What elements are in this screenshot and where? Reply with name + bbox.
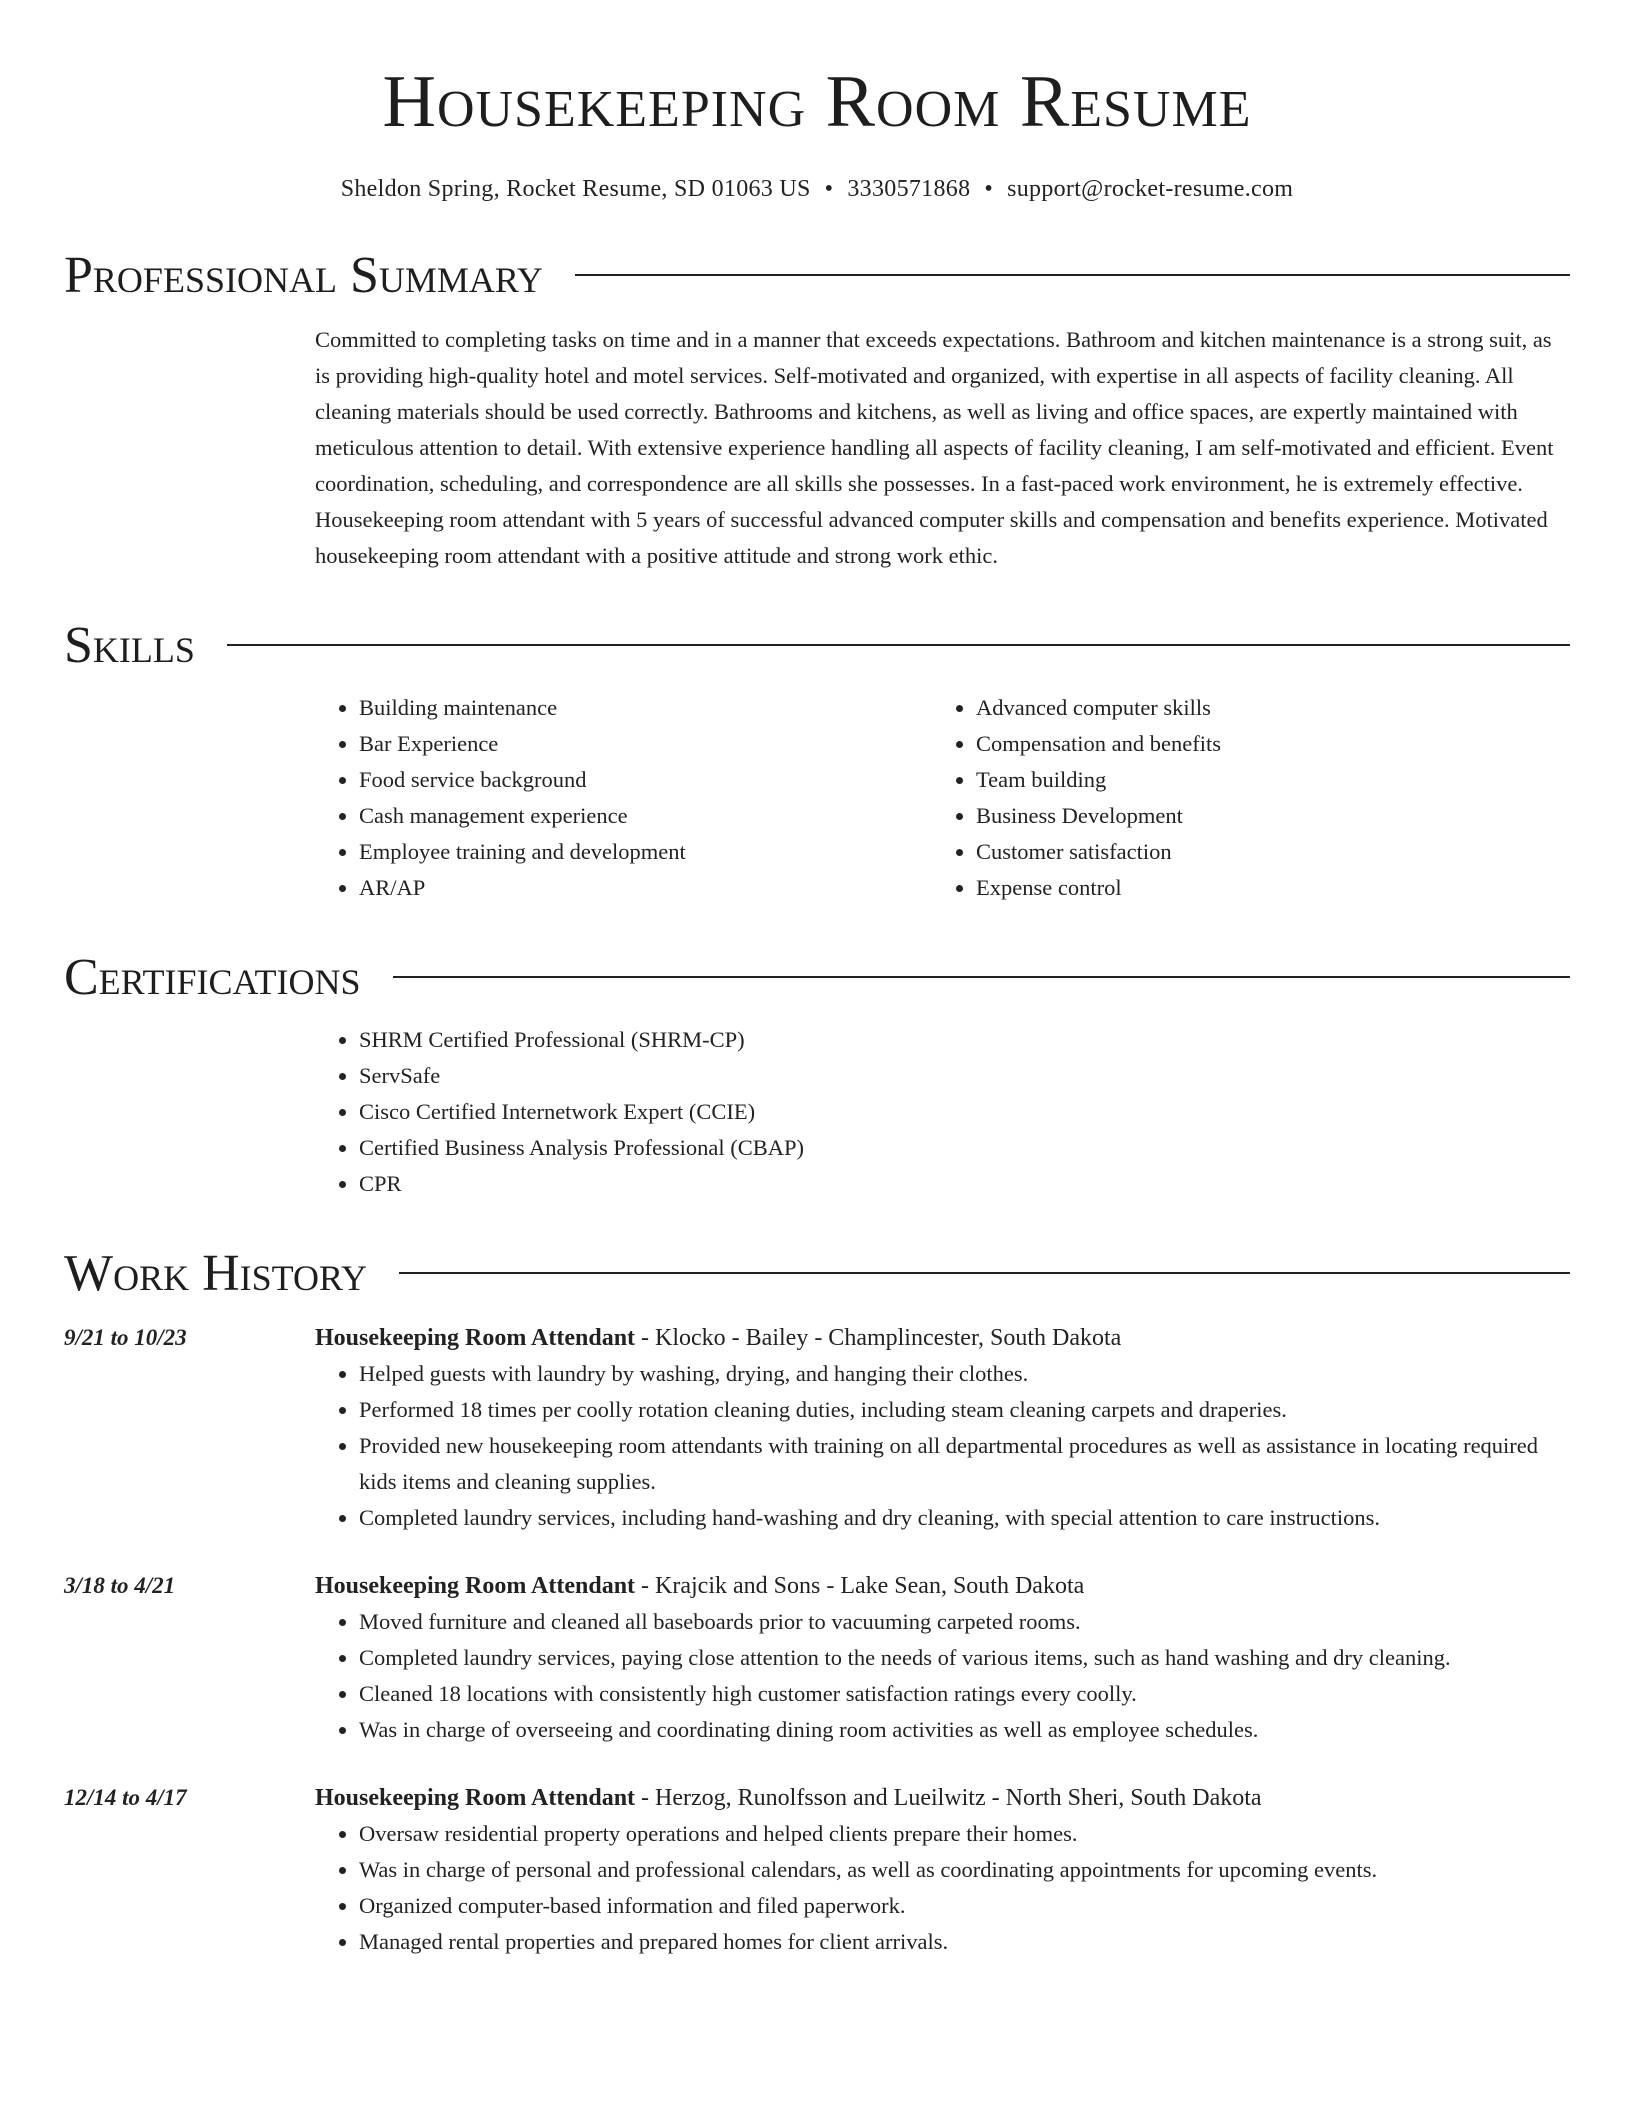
skill-item: • Building maintenance xyxy=(359,690,932,726)
summary-heading: Professional Summary xyxy=(64,247,543,304)
skills-list-right xyxy=(932,690,1549,906)
job-employer-location: - Krajcik and Sons - Lake Sean, South Dakota xyxy=(635,1573,1085,1599)
job-duty: • Performed 18 times per coolly rotation cleaning duties, including steam cleaning carpets and draperies. xyxy=(359,1392,1570,1428)
contact-phone: 3330571868 xyxy=(847,176,971,202)
job-duty: • Was in charge of overseeing and coordinating dining room activities as well as employee schedules. xyxy=(359,1712,1570,1748)
job-title: Housekeeping Room Attendant xyxy=(315,1325,636,1351)
certifications-section-heading xyxy=(64,948,1570,1008)
skills-list-left xyxy=(315,690,932,906)
job-duty: • Completed laundry services, paying close attention to the needs of various items, such as hand washing and dry cleaning. xyxy=(359,1640,1570,1676)
job-header xyxy=(315,1320,1570,1356)
job-dates: 3/18 to 4/21 xyxy=(64,1573,176,1598)
work-history-heading: Work History xyxy=(64,1245,368,1302)
skill-item: • Expense control xyxy=(976,870,1549,906)
job-duty: • Completed laundry services, including hand-washing and dry cleaning, with special attention to care instructions. xyxy=(359,1500,1570,1536)
job-content xyxy=(315,1320,1570,1536)
certifications-list xyxy=(315,1022,1570,1202)
section-divider xyxy=(227,644,1570,646)
resume-title: Housekeeping Room Resume xyxy=(382,61,1252,143)
work-history-section-heading xyxy=(64,1244,1570,1304)
section-divider xyxy=(575,274,1570,276)
job-header xyxy=(315,1780,1570,1816)
job-title: Housekeeping Room Attendant xyxy=(315,1785,636,1811)
section-divider xyxy=(393,976,1570,978)
contact-email: support@rocket-resume.com xyxy=(1007,176,1294,202)
skills-column-right xyxy=(932,690,1549,906)
job-duty: • Was in charge of personal and professional calendars, as well as coordinating appointments for upcoming events. xyxy=(359,1852,1570,1888)
summary-section-heading xyxy=(64,246,1570,306)
contact-line xyxy=(64,174,1570,204)
job-duties-list xyxy=(315,1604,1570,1748)
skill-item: • Food service background xyxy=(359,762,932,798)
skill-item: • AR/AP xyxy=(359,870,932,906)
job-duties-list xyxy=(315,1816,1570,1960)
job-duty: • Managed rental properties and prepared homes for client arrivals. xyxy=(359,1924,1570,1960)
certification-item: • SHRM Certified Professional (SHRM-CP) xyxy=(359,1022,1570,1058)
skills-grid xyxy=(315,690,1570,906)
job-duty: • Helped guests with laundry by washing, drying, and hanging their clothes. xyxy=(359,1356,1570,1392)
job-duties-list xyxy=(315,1356,1570,1536)
contact-address: Sheldon Spring, Rocket Resume, SD 01063 US xyxy=(340,176,811,202)
summary-text: Committed to completing tasks on time and in a manner that exceeds expectations. Bathroom and kitchen maintenance is a strong suit, as is providing high-quality hotel and motel services. Self-motivated and organized, with expertise in all aspects of facility cleaning. All cleaning materials should be used correctly. Bathrooms and kitchens, as well as living and office spaces, are expertly maintained with meticulous attention to detail. With extensive experience handling all aspects of facility cleaning, I am self-motivated and efficient. Event coordination, scheduling, and correspondence are all skills she possesses. In a fast-paced work environment, he is extremely effective. Housekeeping room attendant with 5 years of successful advanced computer skills and compensation and benefits experience. Motivated housekeeping room attendant with a positive attitude and strong work ethic. xyxy=(315,327,1554,568)
job-duty: • Provided new housekeeping room attendants with training on all departmental procedures as well as assistance in locating required kids items and cleaning supplies. xyxy=(359,1428,1570,1500)
job-entry xyxy=(64,1780,1570,1960)
skill-item: • Cash management experience xyxy=(359,798,932,834)
job-duty: • Cleaned 18 locations with consistently high customer satisfaction ratings every coolly. xyxy=(359,1676,1570,1712)
certification-item: • Cisco Certified Internetwork Expert (CCIE) xyxy=(359,1094,1570,1130)
job-header xyxy=(315,1568,1570,1604)
certifications-body xyxy=(315,1022,1570,1202)
certification-item: • ServSafe xyxy=(359,1058,1570,1094)
job-dates: 9/21 to 10/23 xyxy=(64,1325,187,1350)
job-employer-location: - Klocko - Bailey - Champlincester, South Dakota xyxy=(635,1325,1122,1351)
certifications-heading: Certifications xyxy=(64,949,361,1006)
job-employer-location: - Herzog, Runolfsson and Lueilwitz - North Sheri, South Dakota xyxy=(635,1785,1262,1811)
skill-item: • Customer satisfaction xyxy=(976,834,1549,870)
skills-heading: Skills xyxy=(64,617,195,674)
job-dates: 12/14 to 4/17 xyxy=(64,1785,187,1810)
skill-item: • Bar Experience xyxy=(359,726,932,762)
job-title: Housekeeping Room Attendant xyxy=(315,1573,636,1599)
job-entry xyxy=(64,1568,1570,1748)
job-duty: • Oversaw residential property operations and helped clients prepare their homes. xyxy=(359,1816,1570,1852)
skills-section-heading xyxy=(64,616,1570,676)
job-duty: • Moved furniture and cleaned all baseboards prior to vacuuming carpeted rooms. xyxy=(359,1604,1570,1640)
skill-item: • Team building xyxy=(976,762,1549,798)
job-duty: • Organized computer-based information and filed paperwork. xyxy=(359,1888,1570,1924)
skill-item: • Business Development xyxy=(976,798,1549,834)
job-content xyxy=(315,1780,1570,1960)
contact-separator: • xyxy=(824,176,834,202)
skill-item: • Advanced computer skills xyxy=(976,690,1549,726)
job-entry xyxy=(64,1320,1570,1536)
job-content xyxy=(315,1568,1570,1748)
certification-item: • CPR xyxy=(359,1166,1570,1202)
skill-item: • Employee training and development xyxy=(359,834,932,870)
section-divider xyxy=(399,1272,1570,1274)
contact-separator: • xyxy=(984,176,994,202)
certification-item: • Certified Business Analysis Professional (CBAP) xyxy=(359,1130,1570,1166)
work-history-list xyxy=(64,1320,1570,1960)
skill-item: • Compensation and benefits xyxy=(976,726,1549,762)
skills-column-left xyxy=(315,690,932,906)
